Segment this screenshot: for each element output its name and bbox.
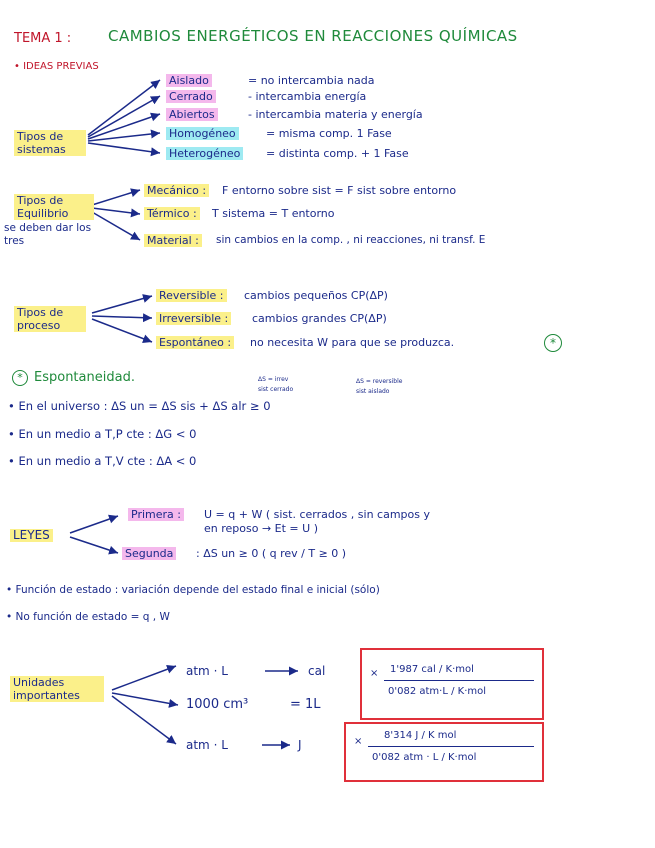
sistema-abiertos-name: Abiertos <box>166 108 218 121</box>
espontaneidad-rule-tv: • En un medio a T,V cte : ΔA < 0 <box>8 454 197 468</box>
unidad-row-2-to: = 1L <box>290 697 321 712</box>
sistemas-label: Tipos de sistemas <box>14 130 86 156</box>
conversion-box-cal <box>360 648 544 720</box>
ley-primera-name: Primera : <box>128 508 184 521</box>
ley-segunda-name: Segunda <box>122 547 176 560</box>
fraction-bar <box>384 680 534 681</box>
espontaneidad-note-right-2: sist aislado <box>356 388 390 395</box>
equilibrio-mecanico-name: Mecánico : <box>144 184 209 197</box>
equilibrio-termico-def: T sistema = T entorno <box>212 207 335 220</box>
conversion-cal-denominator: 0'082 atm·L / K·mol <box>388 686 487 697</box>
espontaneidad-rule-universo: • En el universo : ΔS un = ΔS sis + ΔS alr ≥ 0 <box>8 399 271 413</box>
conversion-cal-numerator: 1'987 cal / K·mol <box>390 664 474 675</box>
equilibrio-label: Tipos de Equilibrio <box>14 194 94 220</box>
unidad-row-2-from: 1000 cm³ <box>186 697 249 712</box>
proceso-irreversible-def: cambios grandes CP(ΔP) <box>252 312 387 325</box>
equilibrio-material-def: sin cambios en la comp. , ni reacciones, ni transf. E <box>216 234 486 246</box>
espontaneidad-note-left-1: ΔS = irrev <box>258 376 289 383</box>
ley-primera-def2: en reposo → Et = U ) <box>204 522 318 535</box>
unidades-label: Unidades importantes <box>10 676 104 702</box>
proceso-reversible-name: Reversible : <box>156 289 227 302</box>
sistema-heterogeneo-name: Heterogéneo <box>166 147 243 160</box>
leyes-label: LEYES <box>10 529 53 542</box>
sistema-aislado-name: Aislado <box>166 74 212 87</box>
ideas-previas-heading: • IDEAS PREVIAS <box>14 61 99 72</box>
conversion-j-numerator: 8'314 J / K mol <box>384 730 457 741</box>
ley-primera-def: U = q + W ( sist. cerrados , sin campos y <box>204 508 430 521</box>
title-prefix: TEMA 1 : <box>14 31 72 46</box>
proceso-espontaneo-def: no necesita W para que se produzca. <box>250 336 455 349</box>
unidad-row-1-from: atm · L <box>186 664 228 678</box>
sistema-homogeneo-name: Homogéneo <box>166 127 239 140</box>
espontaneidad-note-left-2: sist cerrado <box>258 386 294 393</box>
unidad-row-1-to: cal <box>308 664 326 678</box>
proceso-espontaneo-name: Espontáneo : <box>156 336 234 349</box>
sistema-heterogeneo-def: = distinta comp. + 1 Fase <box>266 147 409 160</box>
star-icon: * <box>12 370 28 386</box>
proceso-reversible-def: cambios pequeños CP(ΔP) <box>244 289 388 302</box>
page-title: CAMBIOS ENERGÉTICOS EN REACCIONES QUÍMICAS <box>108 27 518 45</box>
equilibrio-termico-name: Térmico : <box>144 207 200 220</box>
conversion-sign: × <box>354 736 363 747</box>
funcion-estado-line: • Función de estado : variación depende del estado final e inicial (sólo) <box>6 584 380 596</box>
conversion-sign: × <box>370 668 379 679</box>
sistema-aislado-def: = no intercambia nada <box>248 74 375 87</box>
equilibrio-note: se deben dar los tres <box>4 222 92 247</box>
sistema-abiertos-def: - intercambia materia y energía <box>248 108 423 121</box>
conversion-j-denominator: 0'082 atm · L / K·mol <box>372 752 477 763</box>
espontaneidad-rule-tp: • En un medio a T,P cte : ΔG < 0 <box>8 427 197 441</box>
conversion-box-joule <box>344 722 544 782</box>
unidad-row-3-from: atm · L <box>186 738 228 752</box>
no-funcion-estado-line: • No función de estado = q , W <box>6 611 170 623</box>
equilibrio-mecanico-def: F entorno sobre sist = F sist sobre entorno <box>222 184 457 197</box>
unidad-row-3-to: J <box>298 738 302 752</box>
star-icon: * <box>544 334 562 352</box>
espontaneidad-note-right-1: ΔS = reversible <box>356 378 403 385</box>
fraction-bar <box>368 746 534 747</box>
sistema-homogeneo-def: = misma comp. 1 Fase <box>266 127 392 140</box>
sistema-cerrado-name: Cerrado <box>166 90 216 103</box>
proceso-irreversible-name: Irreversible : <box>156 312 231 325</box>
equilibrio-material-name: Material : <box>144 234 202 247</box>
procesos-label: Tipos de proceso <box>14 306 86 332</box>
ley-segunda-def: : ΔS un ≥ 0 ( q rev / T ≥ 0 ) <box>196 547 347 560</box>
espontaneidad-title: Espontaneidad. <box>34 370 135 385</box>
sistema-cerrado-def: - intercambia energía <box>248 90 367 103</box>
